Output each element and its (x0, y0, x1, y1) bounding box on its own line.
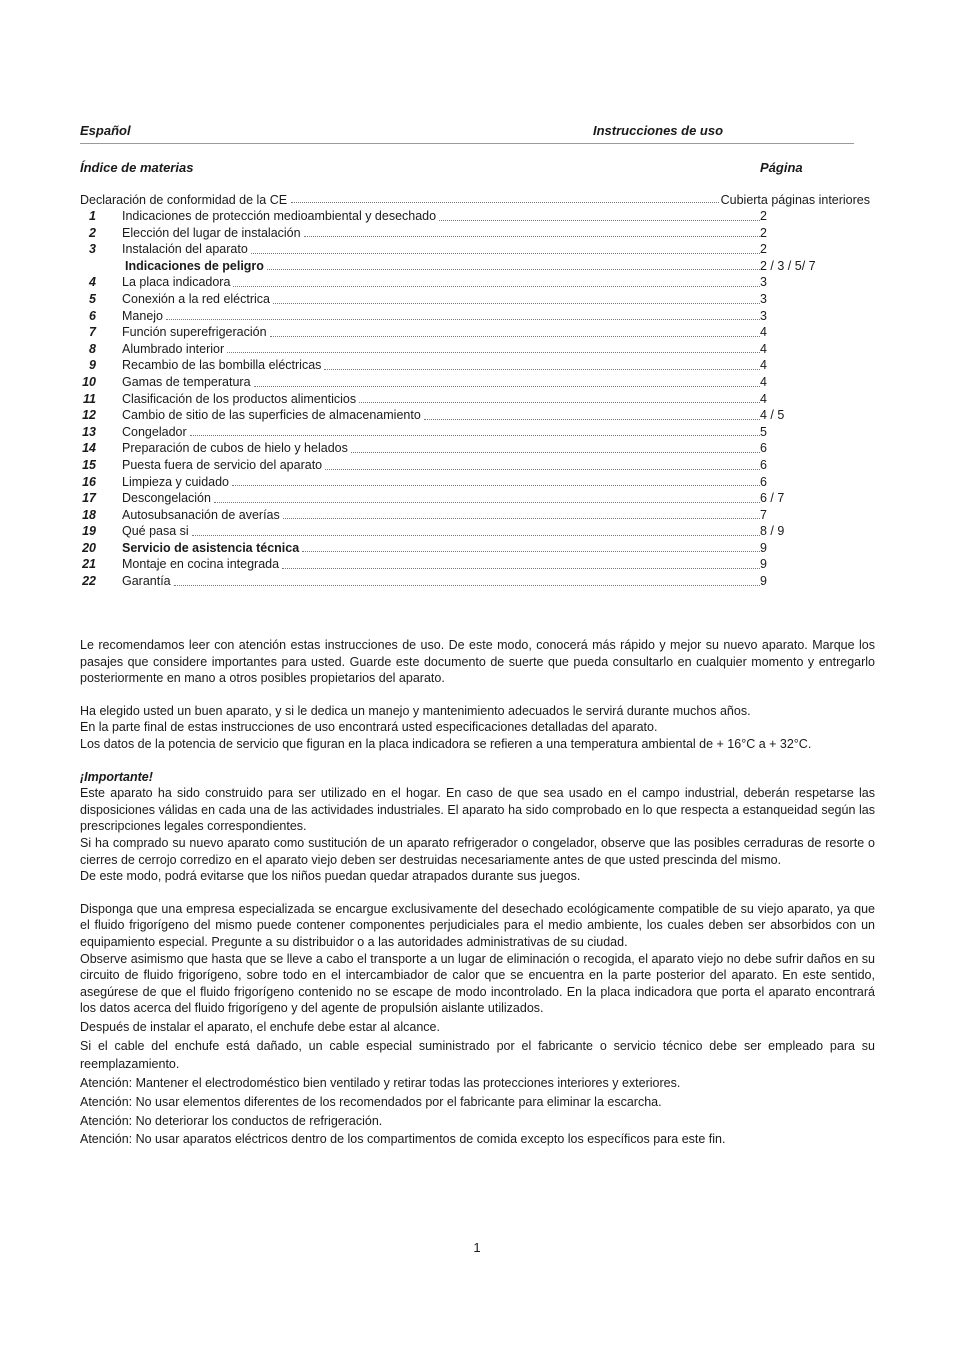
leader-dots (270, 324, 760, 337)
toc-page: 7 (760, 507, 767, 522)
toc-page: 2 / 3 / 5/ 7 (760, 258, 816, 273)
leader-dots (325, 457, 760, 470)
toc-row (80, 540, 870, 557)
toc-num: 21 (82, 557, 96, 572)
toc-title-text: Alumbrado interior (122, 341, 225, 356)
paragraph: Después de instalar el aparato, el enchufe debe estar al alcance. (80, 1019, 440, 1034)
toc-page: 4 (760, 325, 767, 340)
toc-page: 9 (760, 540, 767, 555)
toc-row (80, 225, 870, 242)
leader-dots (424, 407, 760, 420)
header-doc-title: Instrucciones de uso (593, 123, 724, 138)
toc-title-text: Puesta fuera de servicio del aparato (122, 457, 323, 472)
toc-title-text: Servicio de asistencia técnica (122, 540, 300, 555)
toc-page: 9 (760, 557, 767, 572)
toc-page: 8 / 9 (760, 524, 785, 539)
leader-dots (351, 440, 760, 453)
table-of-contents (80, 208, 870, 590)
toc-title-text: Limpieza y cuidado (122, 474, 230, 489)
toc-num: 12 (82, 408, 96, 423)
leader-dots (190, 424, 760, 437)
leader-dots (267, 258, 760, 271)
toc-title-text: Manejo (122, 308, 163, 323)
toc-num: 7 (89, 325, 96, 340)
paragraph: Este aparato ha sido construido para ser utilizado en el hogar. En caso de que sea usado en el campo industrial, deberán respetarse las disposiciones válidas en cada una de las actividades industriales. El aparato ha sido comprobado en lo que respecta a estanqueidad según las prescripciones legales correspondientes. (80, 786, 875, 834)
toc-row (80, 474, 870, 491)
toc-row (80, 308, 870, 325)
leader-dots (192, 523, 760, 536)
toc-num: 16 (82, 474, 96, 489)
toc-num: 14 (82, 441, 96, 456)
paragraph: Los datos de la potencia de servicio que figuran en la placa indicadora se refieren a una temperatura ambiental de + 16°C a + 32°C. (80, 736, 812, 751)
toc-row (80, 573, 870, 590)
toc-page: 4 (760, 358, 767, 373)
toc-page: 2 (760, 225, 767, 240)
toc-num: 2 (89, 225, 96, 240)
toc-page: 6 (760, 441, 767, 456)
leader-dots (283, 507, 760, 520)
toc-row (80, 490, 870, 507)
toc-num: 5 (89, 291, 96, 306)
body-text (80, 637, 875, 1148)
toc-row (80, 241, 870, 258)
toc-num: 20 (82, 540, 96, 555)
leader-dots (439, 208, 760, 221)
toc-page: 3 (760, 308, 767, 323)
leader-dots (166, 308, 760, 321)
page-number: 1 (473, 1240, 481, 1255)
leader-dots (254, 374, 760, 387)
header-language: Español (80, 123, 131, 138)
leader-dots (304, 225, 760, 238)
toc-num: 9 (89, 358, 96, 373)
paragraph: Atención: No usar elementos diferentes de los recomendados por el fabricante para eliminar la escarcha. (80, 1095, 662, 1110)
toc-title-text: Autosubsanación de averías (122, 507, 280, 522)
page-header (80, 123, 854, 144)
toc-row (80, 507, 870, 524)
toc-title-text: Garantía (122, 574, 171, 589)
toc-page: 4 (760, 391, 767, 406)
toc-row (80, 523, 870, 540)
toc-page: 3 (760, 291, 767, 306)
declaration-title: Declaración de conformidad de la CE (80, 193, 288, 207)
toc-row (80, 391, 870, 408)
toc-num: 19 (82, 524, 96, 539)
toc-title-text: Descongelación (122, 491, 211, 506)
toc-page: 6 (760, 474, 767, 489)
toc-title-text: Clasificación de los productos alimenticios (122, 391, 357, 406)
toc-num: 13 (82, 424, 96, 439)
toc-num: 15 (82, 457, 96, 472)
toc-num: 11 (83, 391, 96, 406)
toc-num: 17 (82, 491, 96, 506)
toc-title-text: Cambio de sitio de las superficies de almacenamiento (122, 408, 421, 423)
toc-row (80, 274, 870, 291)
toc-page-heading: Página (760, 160, 803, 175)
leader-dots (359, 391, 760, 404)
toc-page: 2 (760, 242, 767, 257)
leader-dots (174, 573, 760, 586)
toc-title-text: Instalación del aparato (122, 242, 248, 257)
toc-row (80, 556, 870, 573)
declaration-page: Cubierta páginas interiores (720, 193, 870, 207)
leader-dots (324, 357, 760, 370)
toc-title-text: Indicaciones de protección medioambiental y desechado (122, 209, 437, 223)
toc-title-text: Conexión a la red eléctrica (122, 291, 270, 306)
toc-title-text: Qué pasa si (122, 524, 189, 539)
toc-title-text: Montaje en cocina integrada (122, 557, 280, 572)
paragraph: Observe asimismo que hasta que se lleve a cabo el transporte a un lugar de eliminación o recogida, el aparato viejo no debe sufrir daños en su circuito de fluido frigorígeno, sobre todo en el intercambiador de calor que se encuentra en la parte posterior del aparato. En este sentido, asegúrese de que el fluido frigorígeno contenido no se escape de modo incontrolado. En la placa indicadora que porta el aparato encontrará los datos acerca del fluido frigorígeno y del agente de propulsión aislante utilizados. (80, 951, 875, 1016)
paragraph: Atención: No deteriorar los conductos de refrigeración. (80, 1113, 383, 1128)
toc-num: 3 (89, 242, 96, 257)
toc-row (80, 341, 870, 358)
leader-dots (302, 540, 760, 553)
toc-num: 6 (89, 308, 96, 323)
toc-page: 3 (760, 275, 767, 290)
toc-title: Índice de materias (80, 160, 194, 175)
toc-page: 5 (760, 424, 767, 439)
paragraph: Atención: No usar aparatos eléctricos dentro de los compartimentos de comida excepto los específicos para este fin. (80, 1132, 726, 1147)
leader-dots (233, 274, 760, 287)
paragraph: En la parte final de estas instrucciones de uso encontrará usted especificaciones detalladas del aparato. (80, 720, 658, 735)
leader-dots (282, 556, 760, 569)
toc-title-text: Congelador (122, 424, 187, 439)
toc-page: 6 / 7 (760, 491, 785, 506)
toc-row (80, 424, 870, 441)
toc-row (80, 258, 870, 275)
toc-num: 8 (89, 341, 96, 356)
toc-row (80, 457, 870, 474)
toc-page: 6 (760, 457, 767, 472)
leader-dots (227, 341, 760, 354)
toc-row (80, 291, 870, 308)
leader-dots (273, 291, 760, 304)
toc-title-text: Función superefrigeración (122, 325, 267, 340)
leader-dots (232, 474, 760, 487)
toc-title-text: Preparación de cubos de hielo y helados (122, 441, 348, 456)
toc-page: 2 (760, 209, 767, 223)
toc-heading (80, 160, 820, 175)
important-heading: ¡Importante! (80, 769, 153, 784)
toc-title-text: Indicaciones de peligro (125, 258, 264, 273)
toc-num: 10 (82, 374, 96, 389)
leader-dots (251, 241, 760, 254)
paragraph: Atención: Mantener el electrodoméstico bien ventilado y retirar todas las protecciones interiores y exteriores. (80, 1076, 681, 1091)
toc-num: 22 (82, 574, 96, 589)
toc-title-text: Gamas de temperatura (122, 374, 251, 389)
toc-page: 9 (760, 574, 767, 589)
toc-num: 1 (89, 209, 96, 223)
toc-title-text: La placa indicadora (122, 275, 231, 290)
toc-num: 4 (89, 275, 96, 290)
paragraph: De este modo, podrá evitarse que los niños puedan quedar atrapados durante sus juegos. (80, 869, 581, 884)
toc-title-text: Elección del lugar de instalación (122, 225, 301, 240)
toc-row (80, 208, 870, 225)
toc-page: 4 (760, 374, 767, 389)
paragraph: Si el cable del enchufe está dañado, un cable especial suministrado por el fabricante o servicio técnico debe ser empleado para su reemplazamiento. (80, 1039, 875, 1072)
paragraph: Disponga que una empresa especializada se encargue exclusivamente del desechado ecológicamente compatible de su viejo aparato, ya que el fluido frigorígeno del mismo puede contener componentes perjudiciales para el medio ambiente, los cuales deben ser absorbidos con un equipamiento especial. Pregunte a su distribuidor o a las autoridades administrativas de su ciudad. (80, 901, 875, 949)
leader-dots (291, 193, 719, 203)
paragraph: Le recomendamos leer con atención estas instrucciones de uso. De este modo, conocerá más rápido y mejor su nuevo aparato. Marque los pasajes que considere importantes para usted. Guarde este documento de suerte que pueda consultarlo en cualquier momento y entregarlo posteriormente en mano a otros posibles propietarios del aparato. (80, 638, 875, 686)
paragraph: Si ha comprado su nuevo aparato como sustitución de un aparato refrigerador o congelador, observe que las posibles cerraduras de resorte o cierres de cerrojo corredizo en el aparato viejo deben ser destruidas necesariamente antes de que usted prescinda del mismo. (80, 835, 875, 867)
leader-dots (214, 490, 760, 503)
toc-page: 4 (760, 341, 767, 356)
toc-declaration-row (80, 193, 870, 207)
toc-row (80, 357, 870, 374)
toc-row (80, 407, 870, 424)
toc-title-text: Recambio de las bombilla eléctricas (122, 358, 322, 373)
toc-num: 18 (82, 507, 96, 522)
toc-row (80, 324, 870, 341)
toc-row (80, 440, 870, 457)
toc-page: 4 / 5 (760, 408, 785, 423)
toc-row (80, 374, 870, 391)
paragraph: Ha elegido usted un buen aparato, y si le dedica un manejo y mantenimiento adecuados le servirá durante muchos años. (80, 703, 751, 718)
